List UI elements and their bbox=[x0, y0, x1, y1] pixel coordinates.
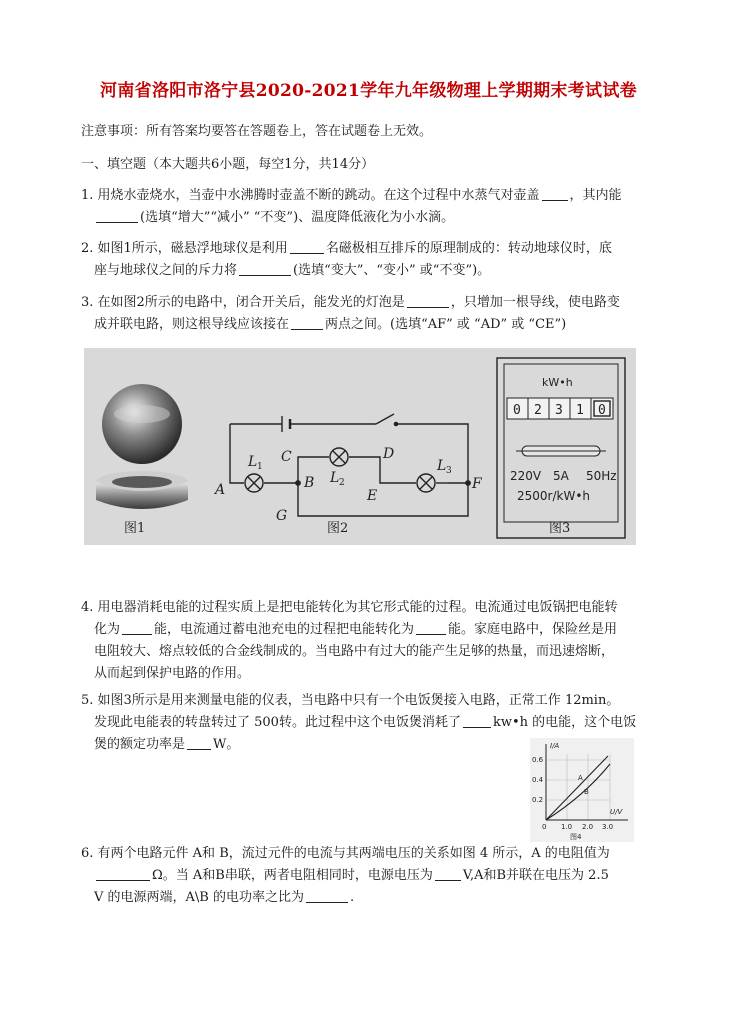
q4-text: 4. 用电器消耗电能的过程实质上是把电能转化为其它形式能的过程。电流通过电饭锅把电能转 bbox=[81, 600, 618, 615]
fig1-caption: 图1 bbox=[124, 521, 146, 536]
label-l3-sub: 3 bbox=[446, 466, 452, 476]
question-2 bbox=[81, 238, 661, 282]
line-b bbox=[546, 764, 610, 820]
q5-text: kw•h 的电能，这个电饭 bbox=[492, 715, 637, 730]
maglev-globe-illustration bbox=[96, 384, 188, 509]
graph-xtick: 1.0 bbox=[561, 823, 573, 831]
q3-text: 3. 在如图2所示的电路中，闭合开关后，能发光的灯泡是 bbox=[81, 295, 405, 310]
question-3 bbox=[81, 292, 661, 336]
meter-rate: 2500r/kW•h bbox=[517, 489, 591, 503]
q1-text: (选填“增大”“减小” “不变”)、温度降低液化为小水滴。 bbox=[140, 210, 455, 225]
answer-blank[interactable] bbox=[187, 735, 211, 750]
graph-xtick: 0 bbox=[542, 823, 547, 831]
q4-text: 从而起到保护电路的作用。 bbox=[94, 666, 251, 681]
figure-panel bbox=[84, 348, 636, 545]
graph-ytick: 0.4 bbox=[532, 776, 544, 784]
answer-blank[interactable] bbox=[306, 888, 348, 903]
question-4 bbox=[81, 597, 671, 685]
q5-text: 发现此电能表的转盘转过了 500转。此过程中这个电饭煲消耗了 bbox=[94, 715, 461, 730]
answer-blank[interactable] bbox=[542, 186, 568, 201]
q5-text: 煲的额定功率是 bbox=[94, 737, 186, 752]
q6-text: Ω。当 A和B串联，两者电阻相同时，电源电压为 bbox=[152, 868, 433, 883]
q6-text: . bbox=[349, 890, 355, 905]
q4-text: 电阻较大、熔点较低的合金线制成的。当电路中有过大的能产生足够的热量，而迅速熔断， bbox=[94, 644, 615, 659]
q3-text: ，只增加一根导线，使电路变 bbox=[450, 295, 620, 310]
answer-blank[interactable] bbox=[435, 866, 461, 881]
q3-text: 两点之间。(选填“AF” 或 “AD” 或 “CE”) bbox=[325, 317, 567, 332]
section-heading: 一、填空题（本大题共6小题，每空1分，共14分） bbox=[81, 157, 375, 172]
label-b: B bbox=[304, 475, 315, 491]
wire bbox=[230, 424, 244, 483]
q4-text: 能。家庭电路中，保险丝是用 bbox=[448, 622, 618, 637]
q1-text: ，其内能 bbox=[569, 188, 622, 203]
page-title: 河南省洛阳市洛宁县2020-2021学年九年级物理上学期期末考试试卷 bbox=[100, 81, 637, 101]
wire bbox=[298, 483, 468, 516]
q6-text: 6. 有两个电路元件 A和 B，流过元件的电流与其两端电压的关系如图 4 所示，A 的电阻值为 bbox=[81, 846, 610, 861]
answer-blank[interactable] bbox=[463, 713, 491, 728]
graph-xtick: 2.0 bbox=[582, 823, 594, 831]
question-6 bbox=[81, 843, 671, 909]
graph-line-label-a: A bbox=[578, 774, 583, 782]
graph-ylabel: I/A bbox=[550, 742, 560, 750]
switch bbox=[376, 414, 394, 424]
label-l1: L bbox=[248, 454, 258, 470]
graph-xtick: 3.0 bbox=[602, 823, 614, 831]
answer-blank[interactable] bbox=[416, 620, 446, 635]
iu-graph bbox=[530, 738, 634, 842]
fig3-caption: 图3 bbox=[549, 521, 571, 536]
junction-dot bbox=[296, 481, 300, 485]
q6-text: V 的电源两端，A\B 的电功率之比为 bbox=[94, 890, 304, 905]
q4-text: 能，电流通过蓄电池充电的过程把电能转化为 bbox=[154, 622, 415, 637]
answer-blank[interactable] bbox=[239, 261, 291, 276]
label-e: E bbox=[367, 488, 378, 504]
fig2-caption: 图2 bbox=[327, 521, 349, 536]
meter-digit: 0 bbox=[513, 403, 521, 418]
globe-icon bbox=[102, 384, 182, 464]
line-a bbox=[546, 756, 608, 820]
q3-text: 成并联电路，则这根导线应该接在 bbox=[94, 317, 290, 332]
iu-graph-svg bbox=[530, 738, 634, 842]
label-c: C bbox=[281, 449, 292, 465]
label-d: D bbox=[383, 446, 395, 462]
meter-voltage: 220V bbox=[510, 469, 542, 483]
meter-unit: kW•h bbox=[542, 376, 573, 389]
label-l2: L bbox=[330, 470, 340, 486]
meter-digit: 3 bbox=[555, 403, 563, 418]
label-a: A bbox=[215, 482, 226, 498]
meter-digit: 1 bbox=[576, 403, 584, 418]
q2-text: (选填“变大”、“变小” 或“不变”)。 bbox=[293, 263, 491, 278]
q5-text: 5. 如图3所示是用来测量电能的仪表，当电路中只有一个电饭煲接入电路，正常工作 12min。 bbox=[81, 693, 620, 708]
figures-svg bbox=[84, 348, 636, 545]
answer-blank[interactable] bbox=[290, 239, 324, 254]
label-l3: L bbox=[437, 458, 447, 474]
question-1 bbox=[81, 185, 661, 229]
graph-ytick: 0.2 bbox=[532, 796, 544, 804]
q6-text: V,A和B并联在电压为 2.5 bbox=[462, 868, 609, 883]
meter-frequency: 50Hz bbox=[586, 469, 617, 483]
q2-text: 座与地球仪之间的斥力将 bbox=[94, 263, 238, 278]
q2-text: 名磁极相互排斥的原理制成的：转动地球仪时，底 bbox=[325, 241, 612, 256]
q4-text: 化为 bbox=[94, 622, 121, 637]
circuit-diagram bbox=[230, 414, 470, 516]
label-g: G bbox=[276, 508, 288, 524]
answer-blank[interactable] bbox=[96, 208, 138, 223]
meter-digit: 2 bbox=[534, 403, 542, 418]
answer-blank[interactable] bbox=[96, 866, 150, 881]
meter-digit-last: 0 bbox=[598, 403, 606, 418]
graph-line-label-b: B bbox=[584, 788, 589, 796]
label-l2-sub: 2 bbox=[339, 478, 345, 488]
label-l1-sub: 1 bbox=[257, 462, 263, 472]
wire bbox=[396, 424, 468, 483]
answer-blank[interactable] bbox=[122, 620, 152, 635]
q1-text: 1. 用烧水壶烧水，当壶中水沸腾时壶盖不断的跳动。在这个过程中水蒸气对壶盖 bbox=[81, 188, 540, 203]
answer-blank[interactable] bbox=[407, 293, 449, 308]
notice: 注意事项：所有答案均要答在答题卷上，答在试题卷上无效。 bbox=[81, 124, 433, 139]
label-f: F bbox=[472, 476, 482, 492]
electricity-meter bbox=[497, 358, 625, 538]
fig4-caption: 图4 bbox=[570, 833, 582, 841]
q2-text: 2. 如图1所示，磁悬浮地球仪是利用 bbox=[81, 241, 288, 256]
meter-current: 5A bbox=[553, 469, 569, 483]
q5-text: W。 bbox=[213, 737, 240, 752]
graph-xlabel: U/V bbox=[610, 808, 623, 816]
answer-blank[interactable] bbox=[291, 315, 323, 330]
junction-dot bbox=[466, 481, 470, 485]
graph-ytick: 0.6 bbox=[532, 756, 544, 764]
